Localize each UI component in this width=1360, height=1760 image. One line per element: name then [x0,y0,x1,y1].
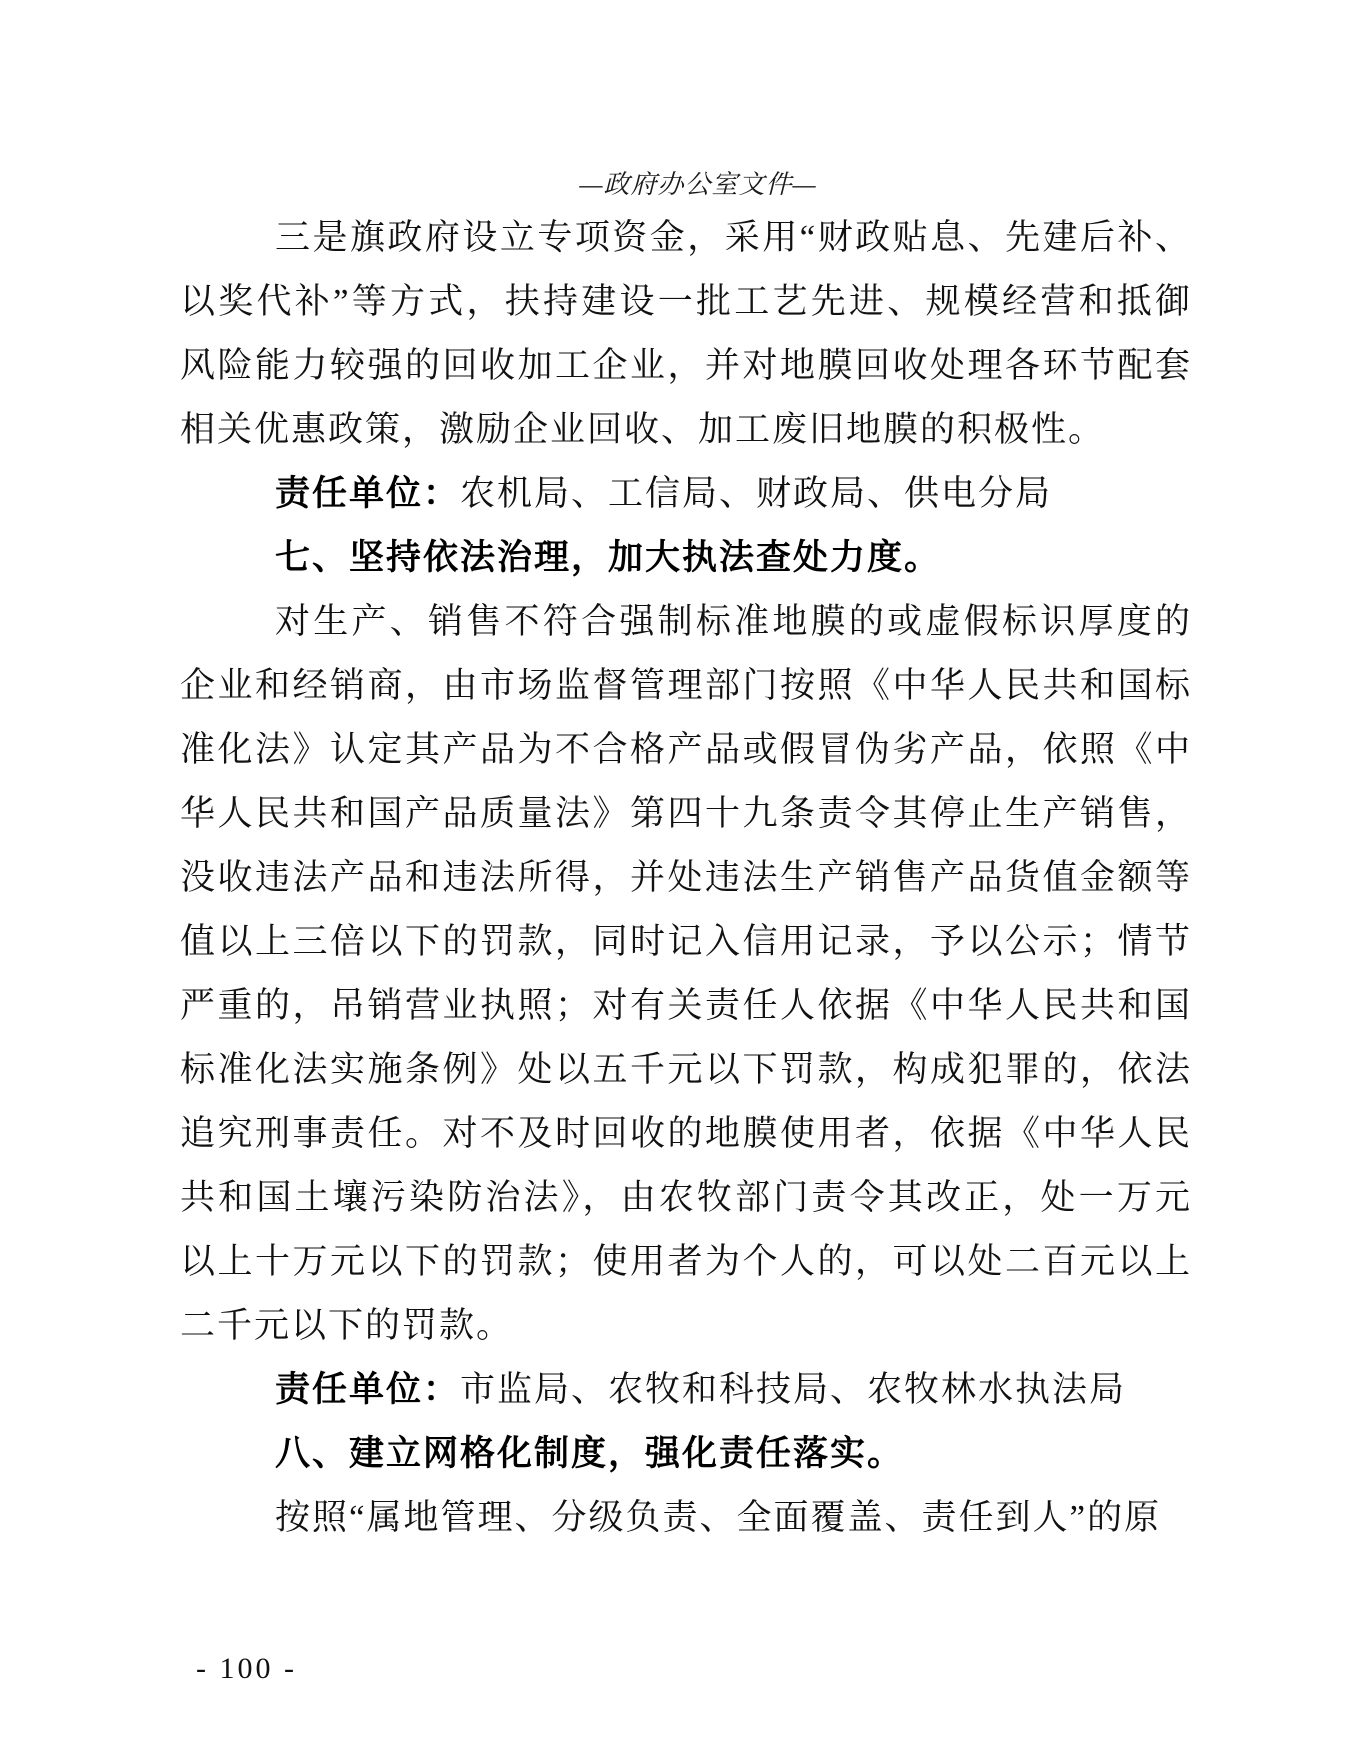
paragraph: 按照“属地管理、分级负责、全面覆盖、责任到人”的原 [275,1498,1162,1537]
paragraph: 三是旗政府设立专项资金，采用“财政贴息、先建后补、以奖代补”等方式，扶持建设一批工艺先进、规模经营和抵御风险能力较强的回收加工企业，并对地膜回收处理各环节配套相关优惠政策，激励企业回收、加工废旧地膜的积极性。 [180,218,1192,449]
section-heading: 七、坚持依法治理，加大执法查处力度。 [275,538,942,577]
responsibility-label: 责任单位： [275,474,461,513]
document-body [180,206,1192,1550]
responsibility-line [180,462,1192,526]
responsibility-line [180,1358,1192,1422]
paragraph: 对生产、销售不符合强制标准地膜的或虚假标识厚度的企业和经销商，由市场监督管理部门按照《中华人民共和国标准化法》认定其产品为不合格产品或假冒伪劣产品，依照《中华人民共和国产品质量法》第四十九条责令其停止生产销售，没收违法产品和违法所得，并处违法生产销售产品货值金额等值以上三倍以下的罚款，同时记入信用记录，予以公示；情节严重的，吊销营业执照；对有关责任人依据《中华人民共和国标准化法实施条例》处以五千元以下罚款，构成犯罪的，依法追究刑事责任。对不及时回收的地膜使用者，依据《中华人民共和国土壤污染防治法》，由农牧部门责令其改正，处一万元以上十万元以下的罚款；使用者为个人的，可以处二百元以上二千元以下的罚款。 [180,602,1192,1345]
responsibility-label: 责任单位： [275,1370,461,1409]
page-number: - 100 - [196,1652,297,1685]
page-header: —政府办公室文件— [579,170,817,199]
section-heading: 八、建立网格化制度，强化责任落实。 [275,1434,905,1473]
responsibility-units: 市监局、农牧和科技局、农牧林水执法局 [460,1370,1127,1409]
responsibility-units: 农机局、工信局、财政局、供电分局 [460,474,1053,513]
